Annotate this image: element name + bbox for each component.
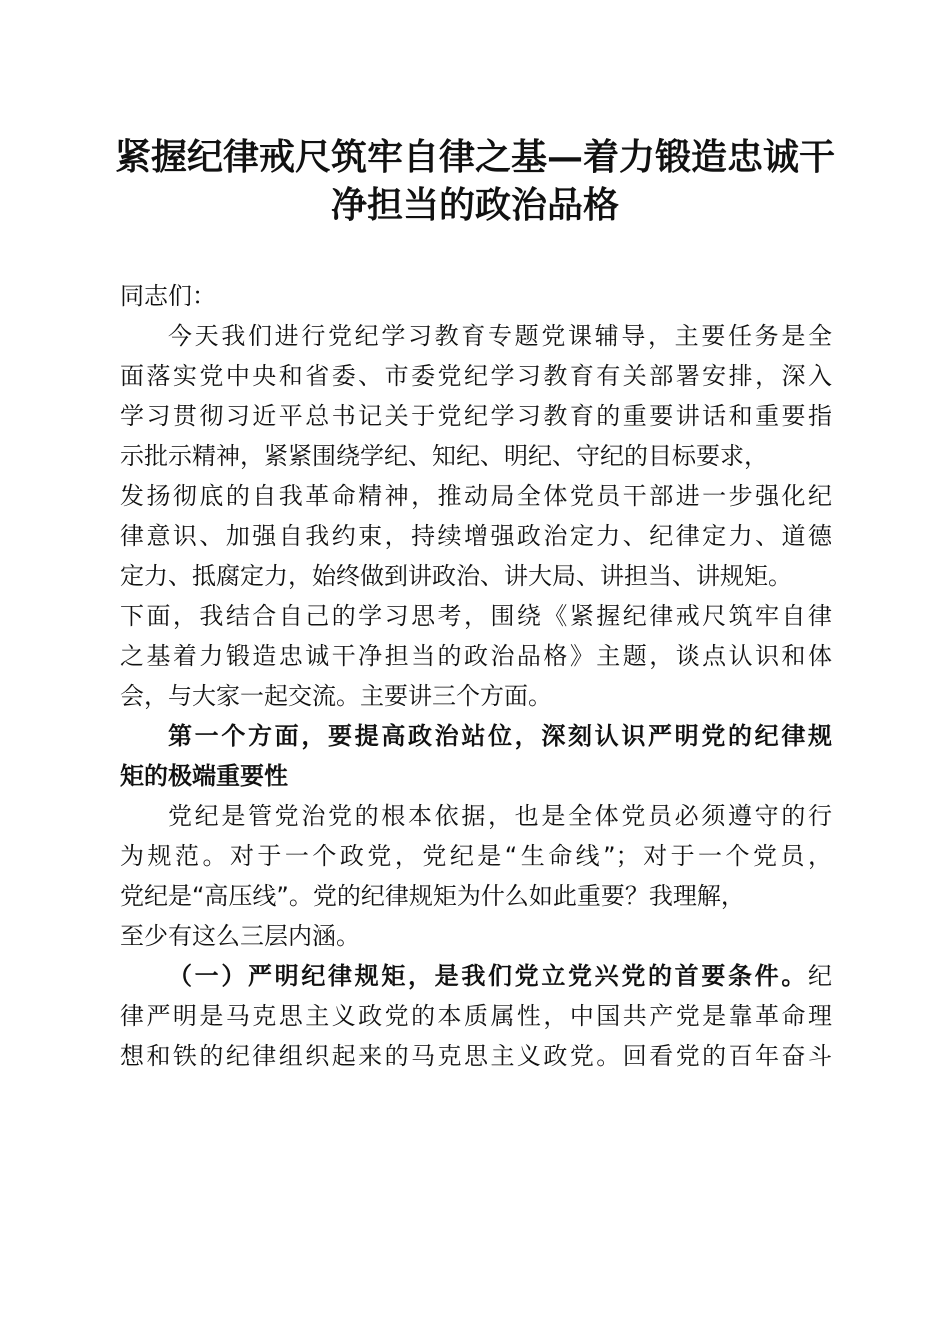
- section-heading-1: [120, 716, 832, 796]
- paragraph-line: 为规范。对于一个政党，党纪是“生命线”；对于一个党员，: [120, 842, 832, 870]
- paragraph-line: 至少有这么三层内涵。: [120, 922, 360, 950]
- heading-line: 第一个方面，要提高政治站位，深刻认识严明党的纪律规: [168, 722, 832, 750]
- title-line-2: 净担当的政治品格: [330, 184, 619, 226]
- paragraph-line: 律严明是马克思主义政党的本质属性，中国共产党是靠革命理: [120, 1002, 832, 1030]
- paragraph-line: 示批示精神，紧紧围绕学纪、知纪、明纪、守纪的目标要求，: [120, 442, 768, 470]
- point-1-lead: （一）严明纪律规矩，是我们党立党兴党的首要条件。: [168, 962, 808, 990]
- paragraph-line: 面落实党中央和省委、市委党纪学习教育有关部署安排，深入: [120, 362, 832, 390]
- paragraph-line: 学习贯彻习近平总书记关于党纪学习教育的重要讲话和重要指: [120, 402, 832, 430]
- paragraph-intro: [120, 316, 832, 716]
- paragraph-line: 党纪是管党治党的根本依据，也是全体党员必须遵守的行: [168, 802, 832, 830]
- heading-line: 矩的极端重要性: [120, 762, 288, 790]
- paragraph-line: [120, 956, 832, 996]
- point-1-lead-tail: 纪: [808, 962, 832, 990]
- salutation: 同志们：: [120, 282, 216, 310]
- paragraph-line: 下面，我结合自己的学习思考，围绕《紧握纪律戒尺筑牢自律: [120, 602, 832, 630]
- paragraph-point-1: [120, 956, 832, 1076]
- paragraph-line: 定力、抵腐定力，始终做到讲政治、讲大局、讲担当、讲规矩。: [120, 562, 792, 590]
- document-title: [100, 133, 850, 229]
- paragraph-discipline: [120, 796, 832, 956]
- paragraph-line: 之基着力锻造忠诚干净担当的政治品格》主题，谈点认识和体: [120, 642, 832, 670]
- paragraph-line: 律意识、加强自我约束，持续增强政治定力、纪律定力、道德: [120, 522, 832, 550]
- document-body: [120, 276, 832, 1076]
- paragraph-line: 发扬彻底的自我革命精神，推动局全体党员干部进一步强化纪: [120, 482, 832, 510]
- paragraph-line: 想和铁的纪律组织起来的马克思主义政党。回看党的百年奋斗: [120, 1042, 832, 1070]
- paragraph-line: 今天我们进行党纪学习教育专题党课辅导，主要任务是全: [168, 322, 832, 350]
- paragraph-line: 党纪是“高压线”。党的纪律规矩为什么如此重要？我理解，: [120, 882, 745, 910]
- title-line-1: 紧握纪律戒尺筑牢自律之基—着力锻造忠诚干: [114, 136, 835, 178]
- paragraph-line: 会，与大家一起交流。主要讲三个方面。: [120, 682, 552, 710]
